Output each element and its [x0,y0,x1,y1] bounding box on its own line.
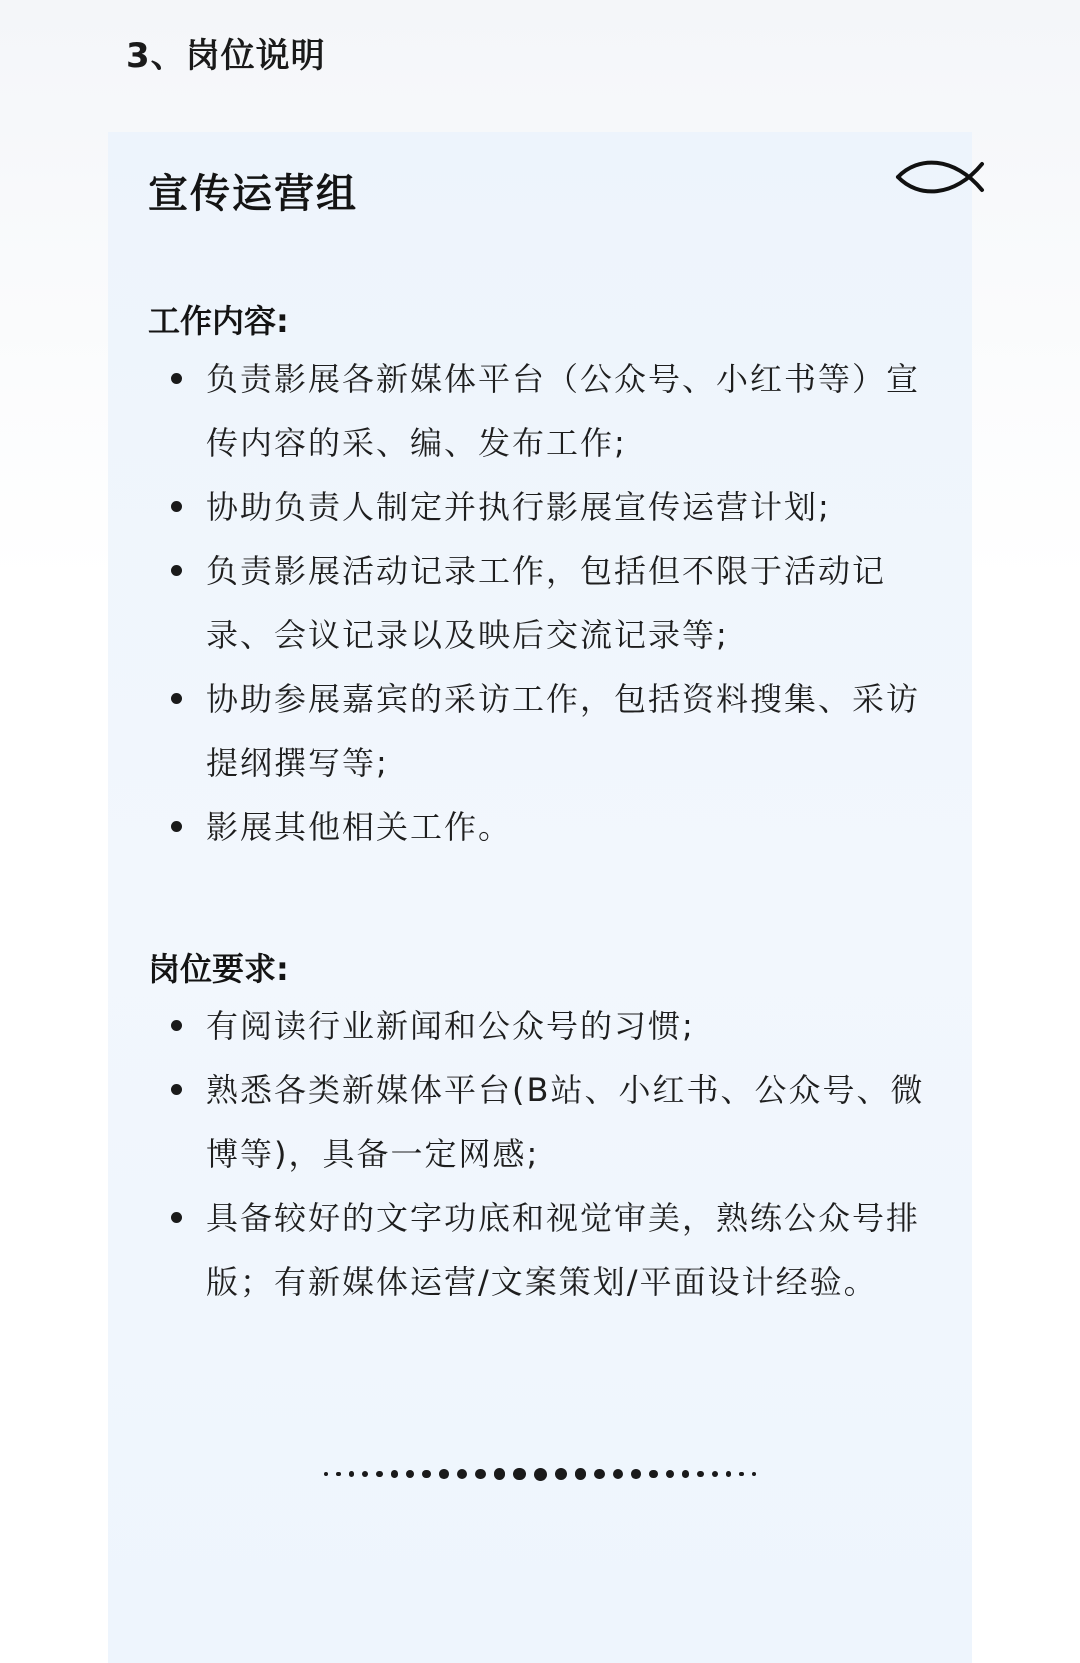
bullet-dot-icon [171,373,182,384]
page-dot[interactable] [697,1471,704,1478]
list-item-text: 协助参展嘉宾的采访工作，包括资料搜集、采访提纲撰写等; [206,680,921,782]
list-item-text: 影展其他相关工作。 [206,808,513,846]
page-dot[interactable] [336,1472,341,1477]
page-dot[interactable] [439,1469,449,1479]
page-dot[interactable] [649,1470,658,1479]
list-item [148,347,938,475]
requirements-list [148,994,938,1314]
list-item [148,539,938,667]
page-dot[interactable] [376,1471,383,1478]
requirements-label: 岗位要求: [148,950,289,988]
page-dot[interactable] [726,1471,731,1476]
page-dot[interactable] [613,1469,623,1479]
page-dot[interactable] [406,1470,414,1478]
bullet-dot-icon [171,1212,182,1223]
list-item-text: 熟悉各类新媒体平台(B站、小红书、公众号、微博等)，具备一定网感; [206,1071,925,1173]
page-dot[interactable] [475,1469,486,1480]
list-item-text: 协助负责人制定并执行影展宣传运营计划; [206,488,831,526]
bullet-dot-icon [171,821,182,832]
list-item [148,1058,938,1186]
bullet-dot-icon [171,1020,182,1031]
page-dot-active[interactable] [534,1468,547,1481]
list-item-text: 有阅读行业新闻和公众号的习惯; [206,1007,695,1045]
page-dot[interactable] [391,1470,398,1477]
list-item [148,994,938,1058]
page-dot[interactable] [494,1468,506,1480]
card-title: 宣传运营组 [148,171,358,217]
page-dot[interactable] [739,1472,744,1477]
section-heading: 3、岗位说明 [126,36,326,76]
page-dot[interactable] [513,1468,525,1480]
bullet-dot-icon [171,693,182,704]
list-item [148,475,938,539]
page-dot[interactable] [682,1470,689,1477]
page-dot[interactable] [457,1469,467,1479]
page-indicator [0,1462,1080,1486]
page-dot[interactable] [422,1470,431,1479]
work-content-list [148,347,938,859]
bullet-dot-icon [171,565,182,576]
page-dot[interactable] [712,1471,718,1477]
list-item [148,795,938,859]
page-dot[interactable] [362,1471,368,1477]
list-item [148,667,938,795]
page-dot[interactable] [349,1471,354,1476]
list-item [148,1186,938,1314]
list-item-text: 具备较好的文字功底和视觉审美，熟练公众号排版；有新媒体运营/文案策划/平面设计经验。 [206,1199,921,1301]
list-item-text: 负责影展各新媒体平台（公众号、小红书等）宣传内容的采、编、发布工作; [206,360,921,462]
page-dot[interactable] [324,1472,328,1476]
role-card [108,132,972,1663]
fish-icon [894,154,990,200]
page-dot[interactable] [631,1469,641,1479]
page-dot[interactable] [575,1468,587,1480]
work-content-label: 工作内容: [148,302,289,340]
page-dot[interactable] [594,1469,605,1480]
list-item-text: 负责影展活动记录工作，包括但不限于活动记录、会议记录以及映后交流记录等; [206,552,887,654]
bullet-dot-icon [171,1084,182,1095]
page-dot[interactable] [666,1470,674,1478]
bullet-dot-icon [171,501,182,512]
page-dot[interactable] [555,1468,567,1480]
page-dot[interactable] [752,1472,756,1476]
